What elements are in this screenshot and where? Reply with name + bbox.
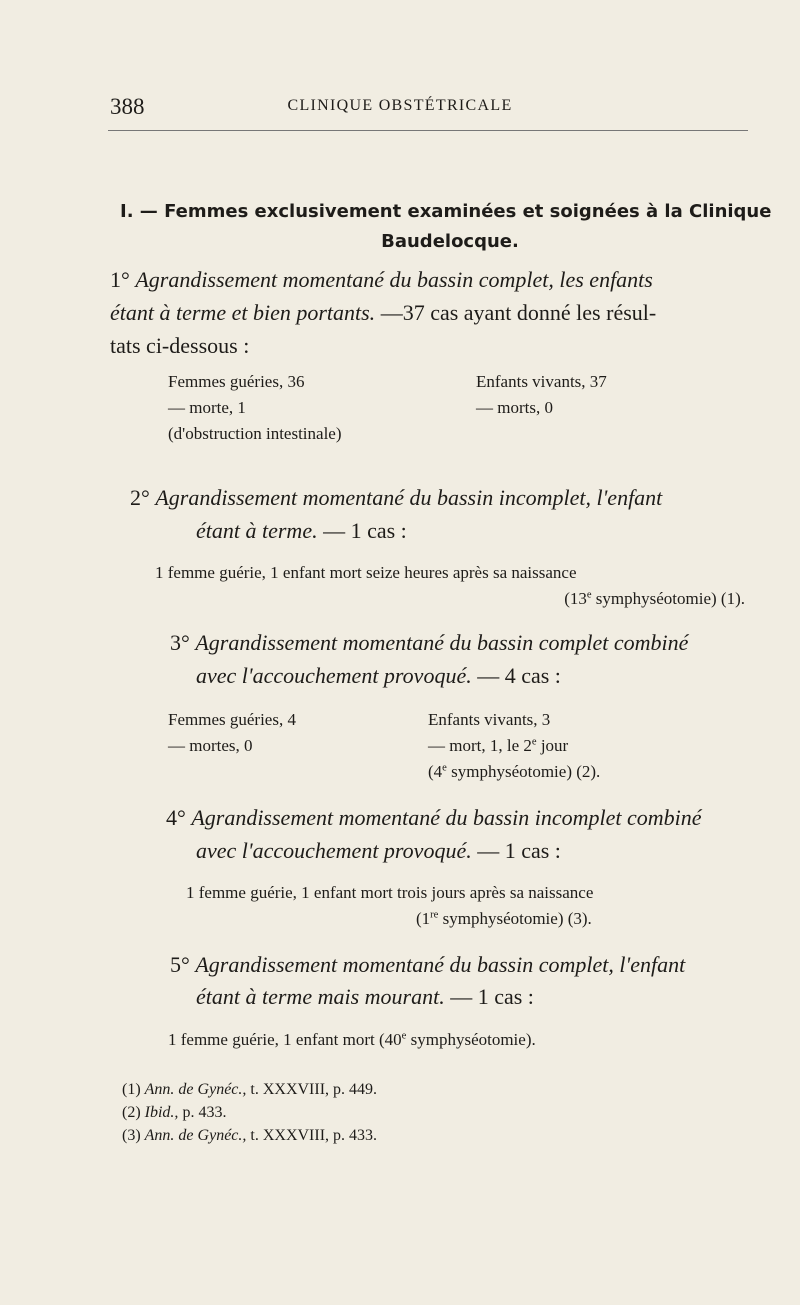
item-1-title-line1: Agrandissement momentané du bassin complet, les enfants [135,267,653,292]
item-5-title-line2: étant à terme mais mourant. [196,984,445,1009]
item-2-note-line2: (13e symphyséotomie) (1). [564,589,745,608]
item-3-heading-line2 [196,660,561,692]
section-heading-line1: I. — Femmes exclusivement examinées et soignées à la Clinique [120,201,772,222]
item-1-result-children-died: — morts, 0 [476,398,553,417]
item-2-heading-line1 [130,482,662,514]
item-1-heading-line2 [110,297,656,329]
item-2-note-line1: 1 femme guérie, 1 enfant mort seize heures après sa naissance [155,563,577,582]
item-4-heading-line2 [196,835,561,867]
item-5-note: 1 femme guérie, 1 enfant mort (40e symphyséotomie). [168,1030,536,1049]
item-3-result-women-died: — mortes, 0 [168,736,253,755]
item-3-note: (4e symphyséotomie) (2). [428,762,601,781]
item-3-result-women-healed: Femmes guéries, 4 [168,710,296,729]
item-1-result-children-alive: Enfants vivants, 37 [476,372,607,391]
item-1-result-woman-died: — morte, 1 [168,398,246,417]
item-3-title-line2: avec l'accouchement provoqué. [196,663,472,688]
item-2-title-line2: étant à terme. [196,518,318,543]
item-3-count: — 4 cas : [477,663,561,688]
item-4-note-line1: 1 femme guérie, 1 enfant mort trois jours après sa naissance [186,883,594,902]
item-3-heading-line1 [170,627,688,659]
item-3-result-child-died: — mort, 1, le 2e jour [428,736,569,755]
header-rule [108,130,748,131]
section-heading [120,197,780,257]
item-4-count: — 1 cas : [477,838,561,863]
item-5-title-line1: Agrandissement momentané du bassin complet, l'enfant [195,952,686,977]
footnote-3: (3) Ann. de Gynéc., t. XXXVIII, p. 433. [122,1127,378,1144]
item-4-number: 4° [166,805,186,830]
item-5-heading-line2 [196,981,534,1013]
item-1-result-women-healed: Femmes guéries, 36 [168,372,305,391]
item-4-title-line1: Agrandissement momentané du bassin incomplet combiné [191,805,702,830]
item-1-number: 1° [110,267,130,292]
item-1-heading-line1 [110,264,653,296]
item-2-number: 2° [130,485,150,510]
item-2-count: — 1 cas : [323,518,407,543]
section-heading-line2: Baudelocque. [381,231,519,252]
item-1-result-cause: (d'obstruction intestinale) [168,424,342,443]
item-2-title-line1: Agrandissement momentané du bassin incomplet, l'enfant [155,485,663,510]
item-1-count: —37 cas ayant donné les résul- [380,300,657,325]
item-5-heading-line1 [170,949,685,981]
item-3-title-line1: Agrandissement momentané du bassin complet combiné [195,630,689,655]
item-4-note-line2: (1re symphyséotomie) (3). [416,909,592,928]
item-1-count-line2: tats ci-dessous : [110,333,250,358]
item-4-title-line2: avec l'accouchement provoqué. [196,838,472,863]
item-3-number: 3° [170,630,190,655]
footnote-2: (2) Ibid., p. 433. [122,1104,227,1121]
footnote-1: (1) Ann. de Gynéc., t. XXXVIII, p. 449. [122,1081,378,1098]
item-2-heading-line2 [196,515,407,547]
page-number: 388 [110,94,145,119]
item-5-number: 5° [170,952,190,977]
item-5-count: — 1 cas : [450,984,534,1009]
item-3-result-children-alive: Enfants vivants, 3 [428,710,551,729]
item-4-heading-line1 [166,802,702,834]
running-title: CLINIQUE OBSTÉTRICALE [287,97,513,114]
item-1-title-line2: étant à terme et bien portants. [110,300,376,325]
